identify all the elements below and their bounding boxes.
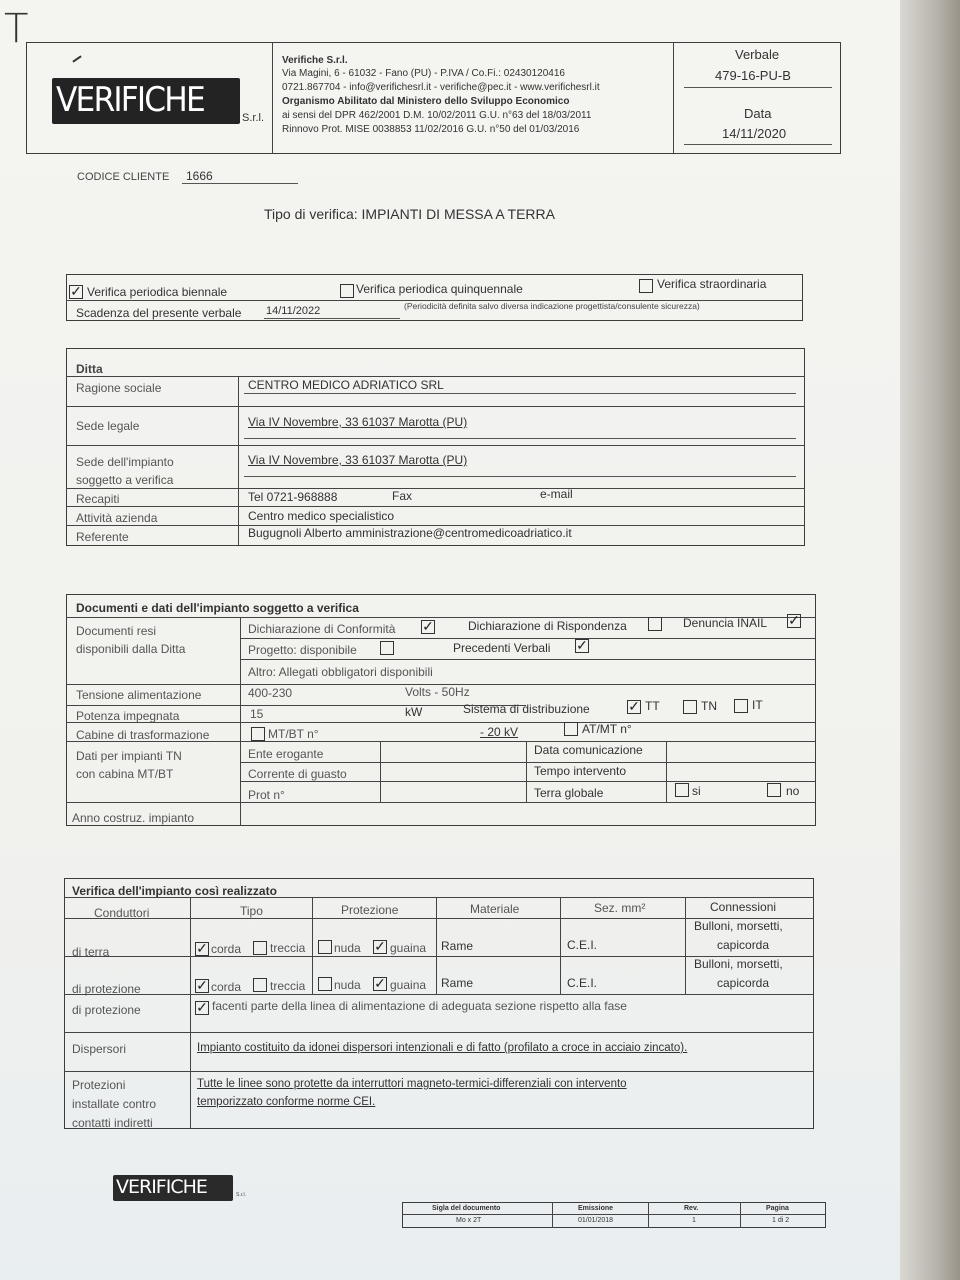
referente-value: Bugugnoli Alberto amministrazione@centromedicoadriatico.it — [248, 526, 572, 540]
sistema-label: Sistema di distribuzione — [463, 702, 590, 716]
handwritten-mark: T — [4, 6, 29, 52]
col-tipo: Tipo — [240, 904, 263, 918]
company-name: Verifiche S.r.l. — [282, 55, 348, 66]
check-mark-icon: ✓ — [196, 940, 208, 956]
precedenti-verbali-checkbox[interactable] — [575, 639, 589, 653]
attivita-value: Centro medico specialistico — [248, 509, 395, 523]
terra-treccia-checkbox[interactable] — [253, 941, 267, 955]
mtbt-label: MT/BT n° — [268, 727, 319, 741]
attivita-label: Attività azienda — [76, 511, 158, 525]
it-label: IT — [752, 698, 763, 712]
check-mark-icon: ✓ — [196, 977, 208, 993]
col-sezione: Sez. mm² — [594, 901, 646, 915]
logo-text: VERIFICHE — [56, 80, 204, 120]
data-comunicazione-label: Data comunicazione — [534, 743, 643, 757]
tensione-unit: Volts - 50Hz — [405, 685, 470, 699]
terra-connessioni-2: capicorda — [717, 938, 770, 952]
quinquennale-checkbox[interactable] — [340, 284, 354, 298]
row-terra-label: di terra — [72, 945, 110, 959]
biennale-checkbox[interactable] — [69, 285, 83, 299]
footer-logo-suffix: S.r.l. — [236, 1192, 247, 1198]
footer-logo-text: VERIFICHE — [116, 1176, 207, 1198]
prot2-text: facenti parte della linea di alimentazione di adeguata sezione rispetto alla fase — [212, 999, 627, 1013]
terra-guaina-checkbox[interactable] — [373, 940, 387, 954]
footer-col1-label: Sigla del documento — [432, 1205, 501, 1212]
quinquennale-label: Verifica periodica quinquennale — [356, 282, 523, 296]
data-value: 14/11/2020 — [722, 126, 787, 141]
prot-guaina-checkbox[interactable] — [373, 977, 387, 991]
sede-legale-label: Sede legale — [76, 419, 140, 433]
company-rinnovo: Rinnovo Prot. MISE 0038853 11/02/2016 G.U. n°50 del 01/03/2016 — [282, 124, 580, 135]
verifica-impianto-title: Verifica dell'impianto così realizzato — [72, 884, 277, 898]
check-mark-icon: ✓ — [788, 612, 800, 628]
cabine-label: Cabine di trasformazione — [76, 728, 210, 742]
tn-checkbox[interactable] — [683, 700, 697, 714]
footer-col3-label: Rev. — [684, 1205, 699, 1212]
potenza-unit: kW — [405, 705, 423, 719]
ditta-title: Ditta — [76, 362, 103, 376]
verbale-number: 479-16-PU-B — [715, 68, 791, 83]
biennale-label: Verifica periodica biennale — [87, 285, 228, 299]
conformita-label: Dichiarazione di Conformità — [248, 622, 396, 636]
col-conduttori: Conduttori — [94, 906, 150, 920]
prot-nuda-checkbox[interactable] — [318, 977, 332, 991]
prot-nuda-label: nuda — [334, 978, 361, 992]
atmt-checkbox[interactable] — [564, 722, 578, 736]
fax-label: Fax — [392, 489, 413, 503]
documenti-title: Documenti e dati dell'impianto soggetto a verifica — [76, 601, 359, 615]
scadenza-label: Scadenza del presente verbale — [76, 306, 242, 320]
scadenza-value: 14/11/2022 — [266, 305, 321, 317]
straordinaria-checkbox[interactable] — [639, 279, 653, 293]
terra-connessioni-1: Bulloni, morsetti, — [694, 919, 783, 933]
rispondenza-label: Dichiarazione di Rispondenza — [468, 619, 627, 633]
prot-corda-label: corda — [211, 980, 242, 994]
terra-materiale: Rame — [441, 939, 474, 953]
terra-globale-label: Terra globale — [534, 786, 604, 800]
terra-sezione: C.E.I. — [567, 938, 598, 952]
documenti-label-2: disponibili dalla Ditta — [76, 642, 186, 656]
terra-no-checkbox[interactable] — [767, 783, 781, 797]
check-mark-icon: ✓ — [628, 698, 640, 714]
dati-tn-label-1: Dati per impianti TN — [76, 749, 182, 763]
prot-connessioni-1: Bulloni, morsetti, — [694, 957, 783, 971]
terra-nuda-label: nuda — [334, 941, 361, 955]
anno-costruzione-label: Anno costruz. impianto — [72, 811, 195, 825]
ente-label: Ente erogante — [248, 747, 324, 761]
it-checkbox[interactable] — [734, 699, 748, 713]
col-connessioni: Connessioni — [710, 900, 777, 914]
inail-label: Denuncia INAIL — [683, 616, 768, 630]
prot2-checkbox[interactable] — [195, 1001, 209, 1015]
sede-impianto-label-1: Sede dell'impianto — [76, 455, 174, 469]
precedenti-verbali-label: Precedenti Verbali — [453, 641, 551, 655]
codice-cliente-value: 1666 — [186, 169, 213, 183]
sede-impianto-value: Via IV Novembre, 33 61037 Marotta (PU) — [248, 453, 468, 467]
row-protezione2-label: di protezione — [72, 1003, 141, 1017]
row-protezione-label: di protezione — [72, 982, 141, 996]
data-label: Data — [744, 106, 772, 121]
company-organismo: Organismo Abilitato dal Ministero dello Sviluppo Economico — [282, 96, 570, 107]
footer-col1-value: Mo x 2T — [456, 1217, 482, 1224]
rispondenza-checkbox[interactable] — [648, 617, 662, 631]
terra-nuda-checkbox[interactable] — [318, 940, 332, 954]
logo-suffix: S.r.l. — [242, 112, 265, 124]
verbale-label: Verbale — [735, 47, 780, 62]
recapiti-label: Recapiti — [76, 492, 120, 506]
protezioni-label-1: Protezioni — [72, 1078, 126, 1092]
company-contacts: 0721.867704 - info@verifichesrl.it - verifiche@pec.it - www.verifichesrl.it — [282, 82, 600, 93]
sede-impianto-label-2: soggetto a verifica — [76, 473, 174, 487]
tensione-label: Tensione alimentazione — [76, 688, 202, 702]
documenti-label-1: Documenti resi — [76, 624, 157, 638]
potenza-value: 15 — [250, 707, 264, 721]
prot-corda-checkbox[interactable] — [195, 979, 209, 993]
check-mark-icon: ✓ — [576, 637, 588, 653]
inail-checkbox[interactable] — [787, 614, 801, 628]
prot-materiale: Rame — [441, 976, 474, 990]
tempo-label: Tempo intervento — [534, 764, 627, 778]
prot-guaina-label: guaina — [390, 978, 427, 992]
tel-value: Tel 0721-968888 — [248, 490, 338, 504]
footer-col4-label: Pagina — [766, 1205, 789, 1212]
sede-legale-value: Via IV Novembre, 33 61037 Marotta (PU) — [248, 415, 468, 429]
prot-treccia-checkbox[interactable] — [253, 978, 267, 992]
background-surface — [900, 0, 960, 1280]
referente-label: Referente — [76, 530, 129, 544]
company-address: Via Magini, 6 - 61032 - Fano (PU) - P.IVA / Co.Fi.: 02430120416 — [282, 68, 565, 79]
footer-col2-label: Emissione — [578, 1205, 614, 1212]
protezioni-label-2: installate contro — [72, 1097, 157, 1111]
kv-value: - 20 kV — [480, 725, 519, 739]
potenza-label: Potenza impegnata — [76, 709, 180, 723]
dispersori-label: Dispersori — [72, 1042, 127, 1056]
check-mark-icon: ✓ — [422, 618, 434, 634]
atmt-label: AT/MT n° — [582, 722, 632, 736]
ragione-sociale-label: Ragione sociale — [76, 381, 162, 395]
progetto-checkbox[interactable] — [380, 641, 394, 655]
tt-checkbox[interactable] — [627, 700, 641, 714]
terra-corda-label: corda — [211, 942, 242, 956]
col-materiale: Materiale — [470, 902, 520, 916]
protezioni-label-3: contatti indiretti — [72, 1116, 153, 1130]
corrente-label: Corrente di guasto — [248, 767, 347, 781]
ragione-sociale-value: CENTRO MEDICO ADRIATICO SRL — [248, 378, 444, 392]
company-dpr: ai sensi del DPR 462/2001 D.M. 10/02/2011 G.U. n°63 del 18/03/2011 — [282, 110, 592, 121]
footer-col4-value: 1 di 2 — [772, 1217, 790, 1224]
tt-label: TT — [645, 699, 660, 713]
check-mark-icon: ✓ — [196, 999, 208, 1015]
straordinaria-label: Verifica straordinaria — [657, 277, 767, 291]
tensione-value: 400-230 — [248, 686, 293, 700]
protezioni-text-1: Tutte le linee sono protette da interruttori magneto-termici-differenziali con intervento — [197, 1078, 627, 1090]
check-mark-icon: ✓ — [374, 938, 386, 954]
progetto-label: Progetto: disponibile — [248, 643, 357, 657]
check-mark-icon: ✓ — [374, 975, 386, 991]
terra-treccia-label: treccia — [270, 941, 306, 955]
scadenza-note: (Periodicità definita salvo diversa indicazione progettista/consulente sicurezza) — [404, 301, 700, 311]
prot-sezione: C.E.I. — [567, 976, 598, 990]
protezioni-text-2: temporizzato conforme norme CEI. — [197, 1096, 376, 1108]
prot-treccia-label: treccia — [270, 979, 306, 993]
terra-si-label: si — [692, 784, 701, 798]
col-protezione: Protezione — [341, 903, 399, 917]
terra-si-checkbox[interactable] — [675, 783, 689, 797]
footer-col3-value: 1 — [692, 1217, 696, 1224]
email-label: e-mail — [540, 487, 573, 501]
dati-tn-label-2: con cabina MT/BT — [76, 767, 174, 781]
dispersori-text: Impianto costituito da idonei dispersori intenzionali e di fatto (profilato a croce in acciaio zincato). — [197, 1042, 688, 1054]
footer-col2-value: 01/01/2018 — [578, 1217, 614, 1224]
conformita-checkbox[interactable] — [421, 620, 435, 634]
prot-label: Prot n° — [248, 788, 285, 802]
altro-text: Altro: Allegati obbligatori disponibili — [248, 665, 433, 679]
terra-guaina-label: guaina — [390, 941, 427, 955]
tn-label: TN — [701, 699, 717, 713]
codice-cliente-label: CODICE CLIENTE — [77, 171, 170, 183]
terra-corda-checkbox[interactable] — [195, 942, 209, 956]
mtbt-checkbox[interactable] — [251, 727, 265, 741]
check-mark-icon: ✓ — [70, 283, 82, 299]
prot-connessioni-2: capicorda — [717, 976, 770, 990]
terra-no-label: no — [786, 784, 800, 798]
tipo-verifica-title: Tipo di verifica: IMPIANTI DI MESSA A TERRA — [264, 206, 555, 222]
